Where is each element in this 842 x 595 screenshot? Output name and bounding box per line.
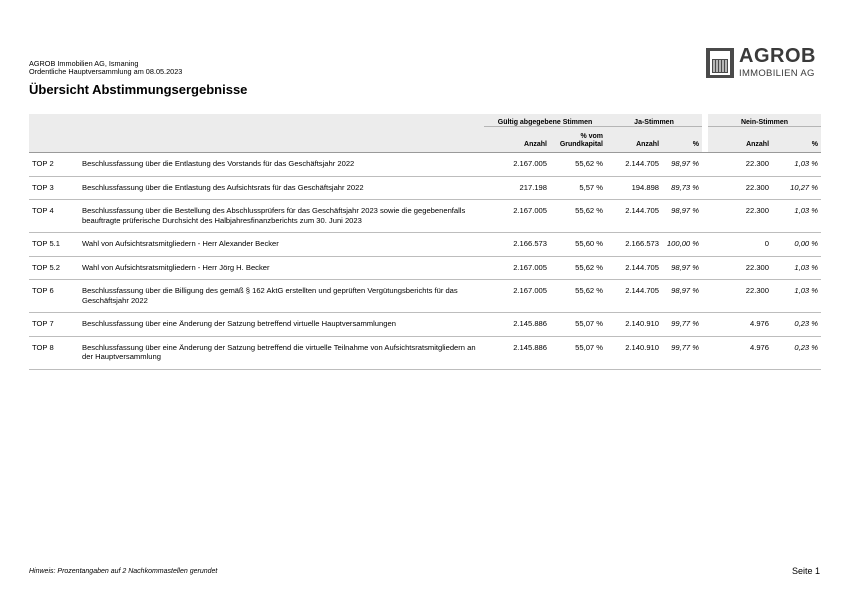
valid-votes-percent: 55,62 %	[550, 280, 606, 313]
company-name: AGROB Immobilien AG, Ismaning	[29, 59, 139, 68]
yes-votes-percent: 99,77 %	[662, 313, 702, 337]
yes-votes-count: 2.140.910	[606, 336, 662, 369]
agrob-logo-icon	[706, 48, 734, 78]
no-votes-count: 0	[708, 233, 772, 257]
resolution-description: Beschlussfassung über eine Änderung der Satzung betreffend die virtuelle Teilnahme von Aufsichtsratsmitgliedern an der Hauptversammlung	[79, 336, 484, 369]
yes-votes-count: 2.166.573	[606, 233, 662, 257]
valid-votes-count: 2.166.573	[484, 233, 550, 257]
header-valid-votes: Gültig abgegebene Stimmen	[484, 114, 606, 127]
yes-votes-percent: 98,97 %	[662, 200, 702, 233]
table-row	[29, 313, 821, 337]
no-votes-count: 22.300	[708, 280, 772, 313]
yes-votes-percent: 98,97 %	[662, 256, 702, 280]
valid-votes-percent: 5,57 %	[550, 176, 606, 200]
no-votes-percent: 1,03 %	[772, 153, 821, 177]
table-row	[29, 153, 821, 177]
resolution-description: Wahl von Aufsichtsratsmitgliedern - Herr Jörg H. Becker	[79, 256, 484, 280]
table-row	[29, 256, 821, 280]
subheader-yes-percent: %	[662, 127, 702, 153]
no-votes-percent: 1,03 %	[772, 280, 821, 313]
agenda-item: TOP 4	[29, 200, 79, 233]
yes-votes-percent: 98,97 %	[662, 280, 702, 313]
yes-votes-percent: 98,97 %	[662, 153, 702, 177]
yes-votes-percent: 99,77 %	[662, 336, 702, 369]
agenda-item: TOP 8	[29, 336, 79, 369]
resolution-description: Beschlussfassung über die Entlastung des Aufsichtsrats für das Geschäftsjahr 2022	[79, 176, 484, 200]
agenda-item: TOP 5.2	[29, 256, 79, 280]
subheader-yes-count: Anzahl	[606, 127, 662, 153]
document-header	[29, 60, 182, 76]
agenda-item: TOP 6	[29, 280, 79, 313]
page-number: Seite 1	[791, 566, 820, 576]
no-votes-count: 22.300	[708, 256, 772, 280]
no-votes-percent: 0,00 %	[772, 233, 821, 257]
subheader-no-count: Anzahl	[708, 127, 772, 153]
agenda-item: TOP 2	[29, 153, 79, 177]
results-table	[29, 114, 821, 370]
table-row	[29, 336, 821, 369]
yes-votes-count: 2.144.705	[606, 200, 662, 233]
no-votes-percent: 1,03 %	[772, 256, 821, 280]
yes-votes-count: 2.144.705	[606, 153, 662, 177]
agrob-logo	[706, 45, 824, 80]
subheader-no-percent: %	[772, 127, 821, 153]
resolution-description: Wahl von Aufsichtsratsmitgliedern - Herr Alexander Becker	[79, 233, 484, 257]
resolution-description: Beschlussfassung über die Billigung des gemäß § 162 AktG erstellten und geprüften Vergütungsberichts für das Geschäftsjahr 2022	[79, 280, 484, 313]
resolution-description: Beschlussfassung über eine Änderung der Satzung betreffend virtuelle Hauptversammlungen	[79, 313, 484, 337]
yes-votes-count: 2.140.910	[606, 313, 662, 337]
agenda-item: TOP 5.1	[29, 233, 79, 257]
no-votes-count: 22.300	[708, 200, 772, 233]
table-row	[29, 233, 821, 257]
table-subheader-row	[29, 127, 821, 153]
table-row	[29, 200, 821, 233]
table-row	[29, 176, 821, 200]
yes-votes-count: 194.898	[606, 176, 662, 200]
agenda-item: TOP 7	[29, 313, 79, 337]
valid-votes-percent: 55,60 %	[550, 233, 606, 257]
yes-votes-count: 2.144.705	[606, 280, 662, 313]
valid-votes-count: 2.167.005	[484, 256, 550, 280]
header-no-votes: Nein-Stimmen	[708, 114, 821, 127]
no-votes-percent: 0,23 %	[772, 313, 821, 337]
yes-votes-percent: 100,00 %	[662, 233, 702, 257]
no-votes-percent: 1,03 %	[772, 200, 821, 233]
valid-votes-count: 217.198	[484, 176, 550, 200]
valid-votes-count: 2.145.886	[484, 313, 550, 337]
yes-votes-count: 2.144.705	[606, 256, 662, 280]
logo-wordmark: AGROB	[739, 45, 816, 67]
valid-votes-count: 2.167.005	[484, 153, 550, 177]
rounding-note: Hinweis: Prozentangaben auf 2 Nachkommastellen gerundet	[29, 568, 218, 575]
subheader-valid-count: Anzahl	[484, 127, 550, 153]
valid-votes-count: 2.167.005	[484, 280, 550, 313]
valid-votes-percent: 55,62 %	[550, 200, 606, 233]
no-votes-percent: 0,23 %	[772, 336, 821, 369]
yes-votes-percent: 89,73 %	[662, 176, 702, 200]
table-row	[29, 280, 821, 313]
valid-votes-percent: 55,62 %	[550, 256, 606, 280]
page-title: Übersicht Abstimmungsergebnisse	[29, 82, 248, 97]
table-group-header-row	[29, 114, 821, 127]
valid-votes-percent: 55,07 %	[550, 313, 606, 337]
meeting-date: Ordentliche Hauptversammlung am 08.05.2023	[29, 67, 183, 76]
subheader-valid-percent: % vom Grundkapital	[550, 127, 606, 153]
valid-votes-count: 2.167.005	[484, 200, 550, 233]
resolution-description: Beschlussfassung über die Entlastung des Vorstands für das Geschäftsjahr 2022	[79, 153, 484, 177]
no-votes-count: 22.300	[708, 176, 772, 200]
valid-votes-percent: 55,62 %	[550, 153, 606, 177]
no-votes-percent: 10,27 %	[772, 176, 821, 200]
no-votes-count: 22.300	[708, 153, 772, 177]
agenda-item: TOP 3	[29, 176, 79, 200]
header-yes-votes: Ja-Stimmen	[606, 114, 702, 127]
logo-subtitle: IMMOBILIEN AG	[739, 68, 815, 79]
no-votes-count: 4.976	[708, 336, 772, 369]
resolution-description: Beschlussfassung über die Bestellung des Abschlussprüfers für das Geschäftsjahr 2023 sowie die gegebenenfalls beauftragte prüferische Durchsicht des Halbjahresfinanzberichts zum 30. Juni 2023	[79, 200, 484, 233]
no-votes-count: 4.976	[708, 313, 772, 337]
valid-votes-count: 2.145.886	[484, 336, 550, 369]
valid-votes-percent: 55,07 %	[550, 336, 606, 369]
